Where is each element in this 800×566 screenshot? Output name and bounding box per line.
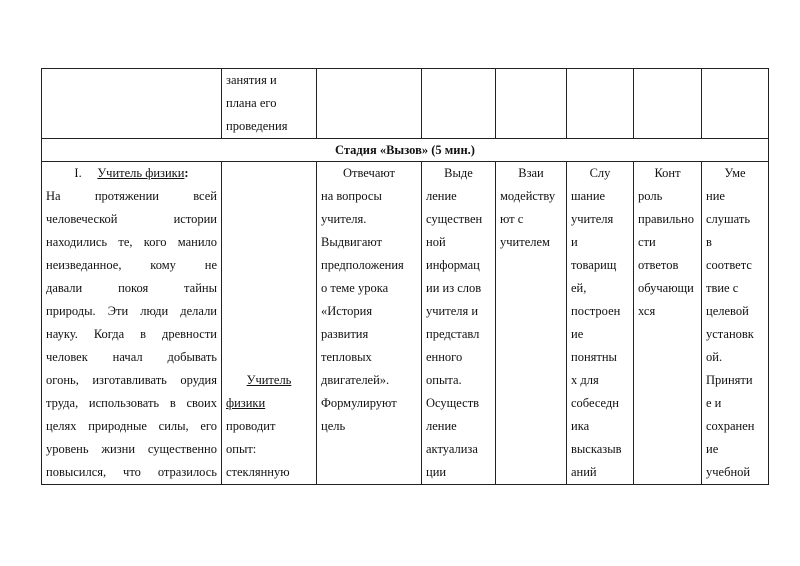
heading-colon: : (184, 166, 189, 180)
text-line: учителя. (321, 212, 367, 226)
text-line: ие (571, 327, 584, 341)
text-line: Взаи (518, 166, 544, 180)
text-line: установк (706, 327, 754, 341)
text-line: двигателей». (321, 373, 390, 387)
text-line: неизведанное, кому не (46, 258, 217, 272)
cell-student-activity (317, 162, 422, 485)
cell-r1-c7 (634, 69, 702, 139)
text-line: уровень жизни существенно (46, 442, 217, 456)
heading-line (46, 162, 217, 185)
text-line: соответс (706, 258, 752, 272)
text-line: х для (571, 373, 599, 387)
text-line: проведения (226, 119, 288, 133)
cell-regulatory (702, 162, 769, 485)
text-line: роль (638, 189, 663, 203)
text-line: е и (706, 396, 722, 410)
text-line: Конт (654, 166, 681, 180)
text-line: учителем (500, 235, 550, 249)
text-line: человеческой истории (46, 212, 217, 226)
text-line: построен (571, 304, 621, 318)
text-line: науку. Когда в древности (46, 327, 217, 341)
text-line: целевой (706, 304, 749, 318)
text-line: давали покоя тайны (46, 281, 217, 295)
text-line: ответов (638, 258, 679, 272)
text-line: повысился, что отразилось (46, 465, 217, 479)
text-line: тепловых (321, 350, 372, 364)
text-line: о теме урока (321, 281, 389, 295)
text-line: Приняти (706, 373, 753, 387)
text-line: и (571, 235, 578, 249)
text-line: модейству (500, 189, 556, 203)
cell-interaction (496, 162, 567, 485)
text-line: Отвечают (342, 166, 396, 180)
text-line: аний (571, 465, 597, 479)
cell-communicative (567, 162, 634, 485)
text-line: опыта. (426, 373, 462, 387)
list-number: I. (74, 166, 82, 180)
text-line: существен (426, 212, 483, 226)
teacher-heading: Учитель физики (97, 166, 185, 180)
cell-r1-c2 (222, 69, 317, 139)
text-line: ие (706, 442, 719, 456)
text-line: учебной (706, 465, 751, 479)
cell-r1-c4 (422, 69, 496, 139)
text-line: занятия и (226, 73, 277, 87)
text-line: физики (226, 396, 266, 410)
text-line: в (706, 235, 712, 249)
text-line: ние (706, 189, 725, 203)
text-line: находились те, кого манило (46, 235, 217, 249)
table-row-main (42, 162, 769, 485)
text-line: представл (426, 327, 480, 341)
text-line: слушать (706, 212, 751, 226)
text-line: ление (426, 189, 457, 203)
text-line: высказыв (571, 442, 622, 456)
text-line: собеседн (571, 396, 619, 410)
text-line: ление (426, 419, 457, 433)
text-line: Слу (589, 166, 611, 180)
cell-r1-c1 (42, 69, 222, 139)
text-line: правильно (638, 212, 694, 226)
text-line: обучающи (638, 281, 694, 295)
text-line: «История (321, 304, 373, 318)
text-line: стеклянную (226, 465, 290, 479)
cell-r1-c6 (567, 69, 634, 139)
text-line: ции (426, 465, 447, 479)
text-line: ой. (706, 350, 723, 364)
text-line: Выдвигают (321, 235, 382, 249)
text-line: Уме (724, 166, 746, 180)
cell-r1-c8 (702, 69, 769, 139)
text-line: учителя и (426, 304, 479, 318)
text-line: товарищ (571, 258, 617, 272)
text-line: природы. Эти люди делали (46, 304, 217, 318)
text-line: ной (426, 235, 446, 249)
text-line: Осуществ (426, 396, 480, 410)
text-line: понятны (571, 350, 617, 364)
text-line: на вопросы (321, 189, 382, 203)
text-line: огонь, изготавливать орудия (46, 373, 217, 387)
text-line: целях природные силы, его (46, 419, 217, 433)
text-line: учителя (571, 212, 614, 226)
text-line: сти (638, 235, 656, 249)
text-line: человек начал добывать (46, 350, 217, 364)
cell-experiment (222, 162, 317, 485)
text-line: информац (426, 258, 480, 272)
table-row-top (42, 69, 769, 139)
text-line: проводит (226, 419, 276, 433)
text-line: цель (321, 419, 346, 433)
text-line: ика (571, 419, 590, 433)
text-line: предположения (321, 258, 404, 272)
text-line: Формулируют (321, 396, 397, 410)
text-line: хся (638, 304, 656, 318)
stage-title: Стадия «Вызов» (5 мин.) (42, 139, 769, 162)
text-line: ют с (500, 212, 524, 226)
lesson-plan-table (41, 68, 769, 485)
text-line: Выде (444, 166, 473, 180)
text-line: На протяжении всей (46, 189, 217, 203)
text-line: развития (321, 327, 369, 341)
table-row-stage (42, 139, 769, 162)
cell-r1-c3 (317, 69, 422, 139)
text-line: плана его (226, 96, 277, 110)
cell-control (634, 162, 702, 485)
text-line: шание (571, 189, 606, 203)
text-line: твие с (706, 281, 739, 295)
text-line: ей, (571, 281, 587, 295)
cell-cognitive (422, 162, 496, 485)
text-line: ии из слов (426, 281, 482, 295)
cell-teacher-speech (42, 162, 222, 485)
text-line: енного (426, 350, 463, 364)
text-line: опыт: (226, 442, 257, 456)
text-line: сохранен (706, 419, 755, 433)
cell-r1-c5 (496, 69, 567, 139)
text-line: труда, использовать в своих (46, 396, 217, 410)
text-line: Учитель (246, 373, 292, 387)
text-line: актуализа (426, 442, 478, 456)
